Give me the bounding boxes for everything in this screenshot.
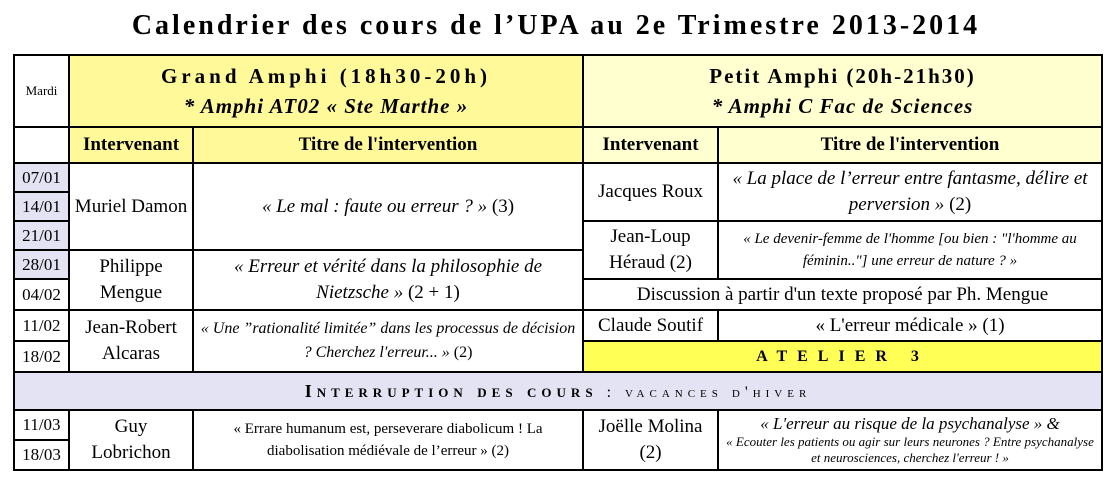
grand-speaker: Jean-Robert Alcaras [69, 310, 193, 372]
date-cell: 18/03 [14, 440, 69, 470]
date-cell: 11/03 [14, 410, 69, 440]
grand-amphi-room: * Amphi AT02 « Ste Marthe » [183, 94, 469, 118]
grand-talk-title: « Erreur et vérité dans la philosophie de Nietzsche » (2 + 1) [193, 250, 583, 310]
grand-speaker: Guy Lobrichon [69, 410, 193, 470]
grand-talk-title: « Une ”rationalité limitée” dans les processus de décision ? Cherchez l'erreur... » (2) [193, 310, 583, 372]
atelier-cell: ATELIER 3 [583, 341, 1102, 372]
schedule-table [13, 54, 1103, 471]
petit-speaker: Jean-Loup Héraud (2) [583, 221, 718, 279]
petit-discussion: Discussion à partir d'un texte proposé par Ph. Mengue [583, 279, 1102, 310]
date-cell: 07/01 [14, 163, 69, 192]
petit-talk-title: « La place de l’erreur entre fantasme, délire et perversion » (2) [718, 163, 1102, 221]
petit-amphi-header [583, 55, 1102, 127]
petit-talk-subtitle: « Ecouter les patients ou agir sur leurs neurones ? Entre psychanalyse et neurosciences, cherchez l'erreur ! » [726, 434, 1094, 465]
petit-talk-title: « L'erreur au risque de la psychanalyse » & « Ecouter les patients ou agir sur leurs neurones ? Entre psychanalyse et neurosciences, cherchez l'erreur ! » [718, 410, 1102, 470]
interruption-rest: : vacances d'hiver [606, 383, 812, 401]
date-cell: 18/02 [14, 341, 69, 372]
petit-amphi-name: Petit Amphi (20h-21h30) [709, 64, 976, 88]
day-label: Mardi [14, 55, 69, 127]
petit-speaker-col-header: Intervenant [583, 127, 718, 163]
date-cell: 21/01 [14, 221, 69, 250]
petit-talk-title: « L'erreur médicale » (1) [718, 310, 1102, 341]
petit-talk-title: « Le devenir-femme de l'homme [ou bien : "l'homme au féminin.."] une erreur de nature ? » [718, 221, 1102, 279]
petit-speaker: Joëlle Molina (2) [583, 410, 718, 470]
grand-talk-title: « Errare humanum est, perseverare diabolicum ! La diabolisation médiévale de l’erreur » (2) [193, 410, 583, 470]
grand-amphi-name: Grand Amphi (18h30-20h) [160, 64, 492, 88]
grand-speaker: Muriel Damon [69, 163, 193, 250]
grand-speaker: Philippe Mengue [69, 250, 193, 310]
grand-speaker-col-header: Intervenant [69, 127, 193, 163]
interruption-banner [14, 372, 1102, 410]
interruption-lead: Interruption des cours [304, 380, 598, 401]
page-title: Calendrier des cours de l’UPA au 2e Trimestre 2013-2014 [131, 10, 981, 41]
petit-amphi-room: * Amphi C Fac de Sciences [711, 94, 974, 118]
date-cell: 28/01 [14, 250, 69, 279]
petit-speaker: Jacques Roux [583, 163, 718, 221]
petit-speaker: Claude Soutif [583, 310, 718, 341]
date-column-spacer [14, 127, 69, 163]
grand-title-col-header: Titre de l'intervention [193, 127, 583, 163]
petit-title-col-header: Titre de l'intervention [718, 127, 1102, 163]
date-cell: 14/01 [14, 192, 69, 221]
date-cell: 04/02 [14, 279, 69, 310]
grand-talk-title: « Le mal : faute ou erreur ? » (3) [193, 163, 583, 250]
grand-amphi-header [69, 55, 583, 127]
date-cell: 11/02 [14, 310, 69, 341]
